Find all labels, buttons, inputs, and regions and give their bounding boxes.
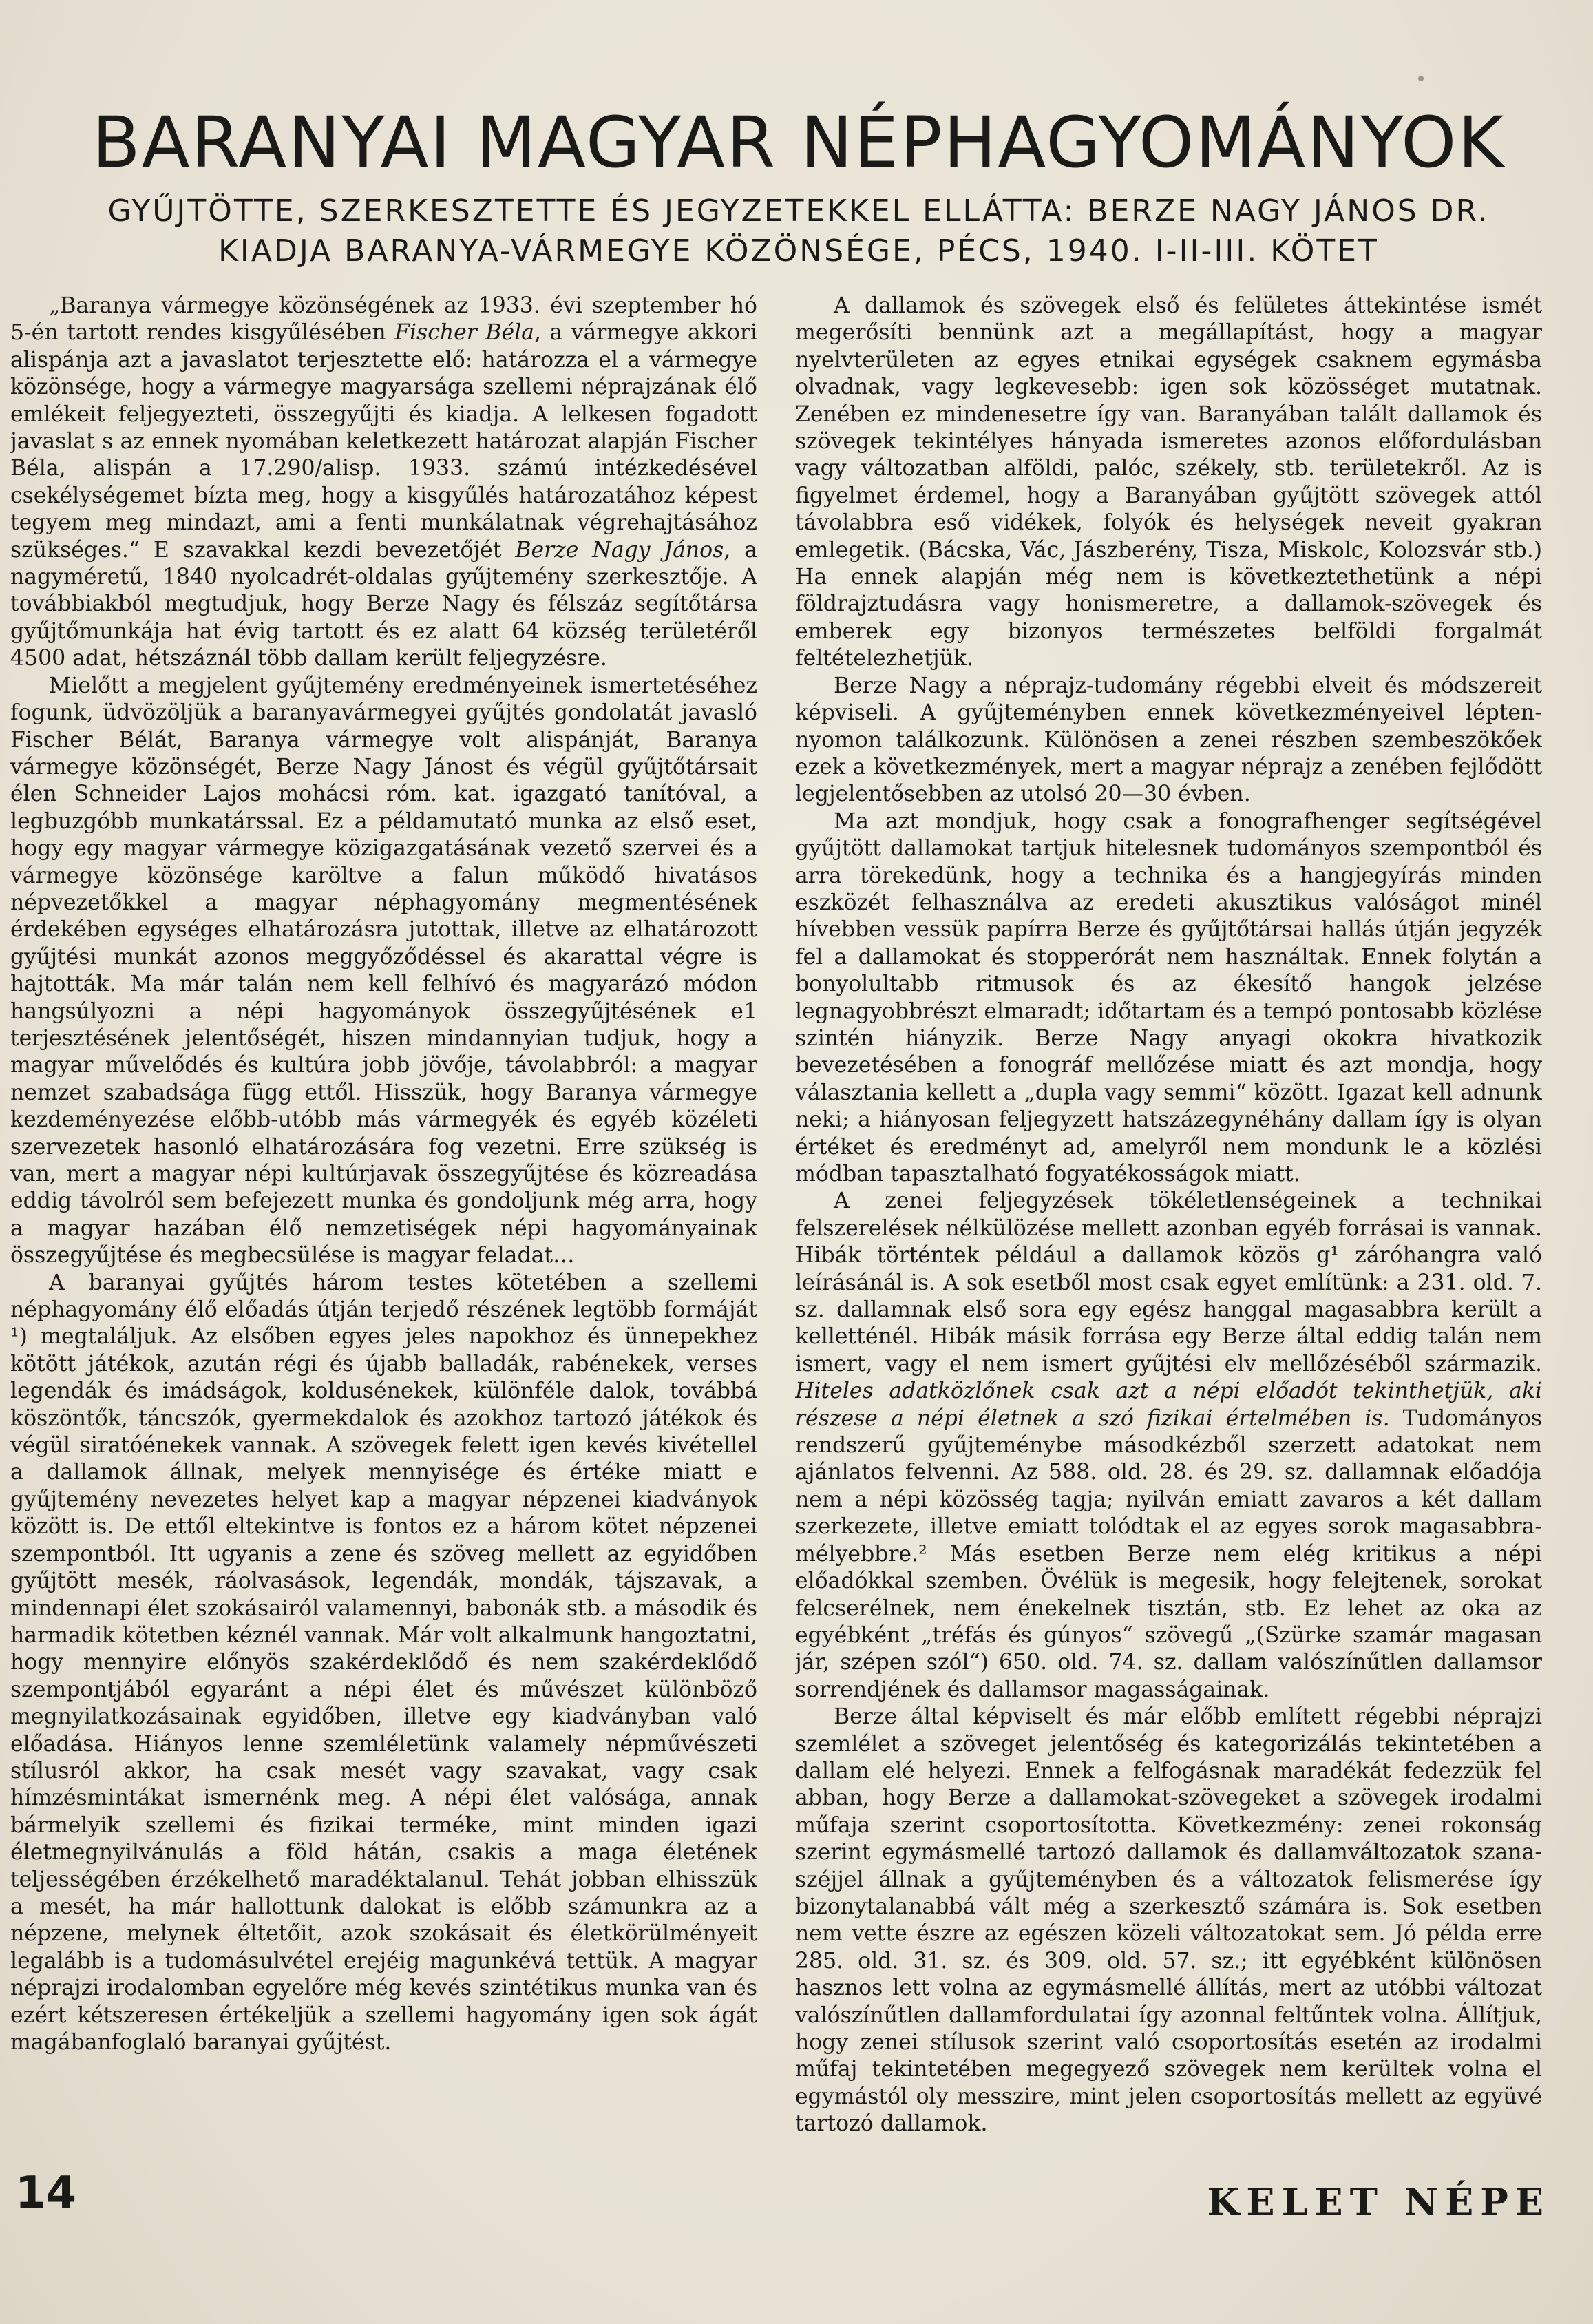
paragraph: Ma azt mondjuk, hogy csak a fonografhenger segítségével gyűjtött dallamokat tartjuk hitelesnek tudományos szempontból és arra törekedünk, hogy a technika és a hangjegyírás minden eszközét felhasználva az eredeti akusztikus valóságot minél hívebben vessük papírra Berze és gyűjtőtársai hallás útján jegyzék fel a dallamokat és stopperórát nem használtak. Ennek folytán a bonyolultabb ritmusok és az ékesítő hangok jelzése legnagyobbrészt elmaradt; időtartam és a tempó pontosabb közlése szintén hiányzik. Berze Nagy anyagi okokra hivatkozik bevezetésében a fonográf mellőzése miatt és azt mondja, hogy választania kellett a „dupla vagy semmi“ között. Igazat kell adnunk neki; a hiányosan feljegyzett hatszázegynéhány dallam így is olyan értéket és eredményt ad, amelyről nem mondunk le a közlési módban tapasztalható fogyatékosságok miatt. bbox=[795, 808, 1542, 1186]
article-credits bbox=[28, 191, 1570, 271]
publication-name: KELET NÉPE bbox=[1207, 2180, 1550, 2224]
emphasis: Hiteles adatközlőnek csak azt a népi előadót tekinthetjük, aki részese a népi életnek a szó fizikai értelmében is. bbox=[795, 1379, 1542, 1431]
paragraph: Berze Nagy a néprajz-tudomány régebbi elveit és módszereit képviseli. A gyűjteményben ennek következményeivel lépten-nyomon találkozunk. Különösen a zenei részben szembeszökőek ezek a következmények, mert a magyar néprajz a zenében fejlődött legjelentősebben az utolsó 20—30 évben. bbox=[795, 673, 1542, 807]
credit-line-editor: GYŰJTÖTTE, SZERKESZTETTE ÉS JEGYZETEKKEL ELLÁTTA: BERZE NAGY JÁNOS DR. bbox=[107, 193, 1490, 229]
paragraph: A baranyai gyűjtés három testes kötetében a szellemi néphagyomány élő előadás útján terjedő részének legtöbb formáját ¹) megtaláljuk. Az elsőben egyes jeles napokhoz és ünnepekhez kötött játékok, azután régi és újabb balladák, rabénekek, verses legendák és imádságok, koldusénekek, különféle dalok, továbbá köszöntők, táncszók, gyermekdalok és azokhoz tartozó játékok és végül siratóénekek vannak. A szövegek felett igen kevés kivétellel a dallamok állnak, melyek mennyisége és értéke miatt e gyűjtemény nevezetes helyet kap a magyar népzenei kiadványok között is. De ettől eltekintve is fontos ez a három kötet népzenei szempontból. Itt ugyanis a zene és szöveg mellett az egyidőben gyűjtött mesék, ráolvasások, legendák, mondák, tájszavak, a mindennapi élet szokásairól valamennyi, babonák stb. a második és harmadik kötetben kéznél vannak. Már volt alkalmunk hangoztatni, hogy mennyire előnyös szakérdeklődő és nem szakérdeklődő szempontjából egyaránt a népi élet és művészet különböző megnyilatkozásainak egyidőben, illetve egy kiadványban való előadása. Hiányos lenne szemléletünk valamely népművészeti stílusról akkor, ha csak mesét vagy szavakat, vagy csak hímzésmintákat ismernénk meg. A népi élet valósága, annak bármelyik szellemi és fizikai terméke, mint minden igazi életmegnyilvánulás a föld hátán, csakis a maga életének teljességében érzékelhető maradéktalanul. Tehát jobban elhisszük a mesét, ha már hallottunk dalokat is előbb számunkra az a népzene, melynek éltetőit, azok szokásait és életkörülményeit legalább is a tudomásulvétel erejéig magunkévá tettük. A magyar néprajzi irodalomban egyelőre még kevés szintétikus munka van és ezért kétszeresen értékeljük a szellemi hagyomány igen sok ágát magábanfoglaló baranyai gyűjtést. bbox=[10, 1270, 757, 2055]
paragraph: A zenei feljegyzések tökéletlenségeinek a technikai felszerelések nélkülözése mellett azonban egyéb forrásai is vannak. Hibák történtek például a dallamok közös g¹ záróhangra való leírásánál is. A sok esetből most csak egyet említünk: a 231. old. 7. sz. dallamnak első sora egy egész hanggal magasabbra került a kelletténél. Hibák másik forrása egy Berze által eddig talán nem ismert, vagy el nem ismert gyűjtési elv mellőzéséből származik. Hiteles adatközlőnek csak azt a népi előadót tekinthetjük, aki részese a népi életnek a szó fizikai értelmében is. Tudományos rendszerű gyűjteménybe másodkézből szerzett adatokat nem ajánlatos felvenni. Az 588. old. 28. és 29. sz. dallamnak előadója nem a népi közösség tagja; nyilván emiatt zavaros a két dallam szerkezete, illetve emiatt tolódtak el az egyes sorok magasabbra-mélyebbre.² Más esetben Berze nem elég kritikus a népi előadókkal szemben. Övélük is megesik, hogy felejtenek, sorokat felcserélnek, nem énekelnek tisztán, stb. Ez lehet az oka az egyébként „tréfás és gúnyos“ szövegű „(Szürke szamár magasan jár, szépen szól“) 650. old. 74. sz. dallam valószínűtlen dallamsor sorrendjének és dallamsor magasságainak. bbox=[795, 1189, 1542, 1702]
credit-line-publisher: KIADJA BARANYA-VÁRMEGYE KÖZÖNSÉGE, PÉCS, 1940. I-II-III. KÖTET bbox=[218, 233, 1379, 269]
article-title: BARANYAI MAGYAR NÉPHAGYOMÁNYOK bbox=[92, 102, 1506, 184]
emphasis: Berze Nagy János bbox=[515, 537, 724, 563]
paragraph: Berze által képviselt és már előbb említett régebbi néprajzi szemlélet a szöveget jelentőség és kategorizálás tekintetében a dallam elé helyezi. Ennek a felfogásnak maradékát fedezzük fel abban, hogy Berze a dallamokat-szövegeket a szövegek irodalmi műfaja szerint csoportosította. Következmény: zenei rokonság szerint egymásmellé tartozó dallamok és dallamváltozatok szana-széjjel állnak a gyűjteményben és a változatok felismerése így bizonytalanabbá vált még a szerkesztő számára is. Sok esetben nem vette észre az egészen közeli változatokat sem. Jó példa erre 285. old. 31. sz. és 309. old. 57. sz.; itt egyébként különösen hasznos lett volna az egymásmellé állítás, mert az utóbbi változat valószínűtlen dallamfordulatai így azonnal feltűntek volna. Állítjuk, hogy zenei stílusok szerint való csoportosítás esetén az irodalmi műfaj tekintetében megegyező szövegek nem kerültek volna el egymástól oly messzire, mint jelen csoportosítás mellett az együvé tartozó dallamok. bbox=[795, 1704, 1542, 2137]
paragraph: A dallamok és szövegek első és felületes áttekintése ismét megerősíti bennünk azt a megállapítást, hogy a magyar nyelvterületen az egyes etnikai egységek csaknem egymásba olvadnak, vagy legkevesebb: igen sok közösséget mutatnak. Zenében ez mindenesetre így van. Baranyában talált dallamok és szövegek tekintélyes hányada ismeretes azonos előfordulásban vagy változatban alföldi, palóc, székely, stb. területekről. Az is figyelmet érdemel, hogy a Baranyában gyűjtött szövegek attól távolabbra eső vidékek, folyók és helységek neveit gyakran emlegetik. (Bácska, Vác, Jászberény, Tisza, Miskolc, Kolozsvár stb.) Ha ennek alapján még nem is következtethetünk a népi földrajztudásra vagy honismeretre, a dallamok-szövegek és emberek egy bizonyos természetes belföldi forgalmát feltételezhetjük. bbox=[795, 293, 1542, 671]
paragraph: Mielőtt a megjelent gyűjtemény eredményeinek ismertetéséhez fogunk, üdvözöljük a baranyavármegyei gyűjtés gondolatát javasló Fischer Bélát, Baranya vármegye volt alispánját, Baranya vármegye közönségét, Berze Nagy Jánost és végül gyűjtőtársait élen Schneider Lajos mohácsi róm. kat. igazgató tanítóval, a legbuzgóbb munkatárssal. Ez a példamutató munka az első eset, hogy egy magyar vármegye közigazgatásának vezető szervei és a vármegye közönsége karöltve a falun működő hivatásos népvezetőkkel a magyar néphagyomány megmentésének érdekében egységes elhatározásra jutottak, illetve az elhatározott gyűjtési munkát azonos meggyőződéssel és akarattal végre is hajtották. Ma már talán nem kell felhívó és magyarázó módon hangsúlyozni a népi hagyományok összegyűjtésének e1 terjesztésének jelentőségét, hiszen mindannyian tudjuk, hogy a magyar művelődés és kultúra jobb jövője, távolabbról: a magyar nemzet szabadsága függ ettől. Hisszük, hogy Baranya vármegye kezdeményezése előbb-utóbb más vármegyék és egyéb közéleti szervezetek hasonló elhatározására fog vezetni. Erre szükség is van, mert a magyar népi kultúrjavak összegyűjtése és közreadása eddig távolról sem befejezett munka és gondoljunk még arra, hogy a magyar hazában élő nemzetiségek népi hagyományainak összegyűjtése és megbecsülése is magyar feladat… bbox=[10, 673, 757, 1268]
right-column bbox=[795, 293, 1542, 2162]
page-number: 14 bbox=[15, 2168, 77, 2219]
printing-speck bbox=[1418, 76, 1424, 81]
paragraph: „Baranya vármegye közönségének az 1933. évi szeptember hó 5-én tartott rendes kisgyűlésében Fischer Béla, a vármegye akkori alispánja azt a javaslatot terjesztette elő: határozza el a vármegye közönsége, hogy a vármegye magyarsága szellemi néprajzának élő emlékeit feljegyezteti, összegyűjti és kiadja. A lelkesen fogadott javaslat s az ennek nyomában keletkezett határozat alapján Fischer Béla, alispán a 17.290/alisp. 1933. számú intézkedésével csekélységemet bízta meg, hogy a kisgyűlés határozatához képest tegyem meg mindazt, ami a fenti munkálatnak végrehajtásához szükséges.“ E szavakkal kezdi bevezetőjét Berze Nagy János, a nagyméretű, 1840 nyolcadrét-oldalas gyűjtemény szerkesztője. A továbbiakból megtudjuk, hogy Berze Nagy és félszáz segítőtársa gyűjtőmunkája hat évig tartott és ez alatt 64 község területéről 4500 adat, hétszáznál több dallam került feljegyzésre. bbox=[10, 293, 757, 671]
emphasis: Fischer Béla bbox=[394, 320, 534, 346]
left-column bbox=[10, 293, 757, 2162]
